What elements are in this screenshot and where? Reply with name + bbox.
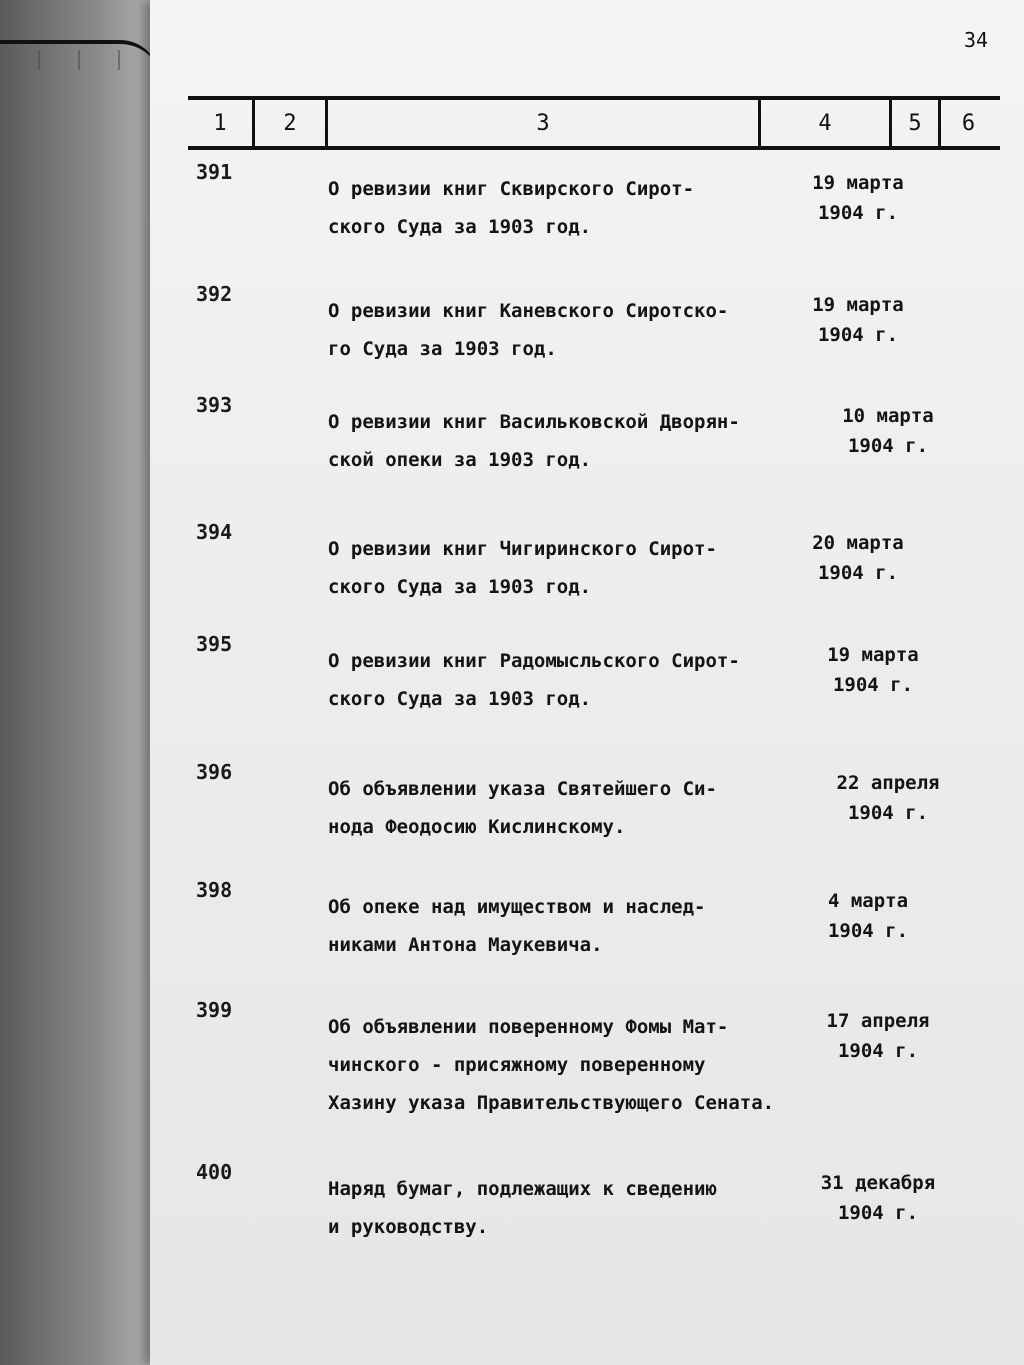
header-col-2: 2 (283, 110, 297, 136)
record-date: 10 марта 1904 г. (842, 405, 934, 457)
record-title: Об опеке над имуществом и наслед- никами Антона Маукевича. (328, 896, 706, 956)
record-title: Об объявлении поверенному Фомы Мат- чинского - присяжному поверенному Хазину указа Правительствующего Сената. (328, 1016, 775, 1114)
record-date: 4 марта 1904 г. (827, 890, 909, 942)
facing-page-table-edge (0, 40, 160, 84)
record-number: 393 (196, 393, 233, 417)
record-date: 31 декабря 1904 г. (820, 1172, 936, 1224)
table-row (188, 1160, 1000, 1260)
record-date: 19 марта 1904 г. (827, 644, 919, 696)
page-number: 34 (964, 28, 989, 52)
record-number: 399 (196, 998, 233, 1022)
record-title: О ревизии книг Васильковской Дворян- ской опеки за 1903 год. (328, 411, 740, 471)
facing-page-margin (0, 0, 160, 1365)
record-title: О ревизии книг Радомысльского Сирот- ского Суда за 1903 год. (328, 650, 740, 710)
record-date: 19 марта 1904 г. (812, 294, 904, 346)
header-col-6: 6 (961, 110, 976, 136)
record-number: 395 (196, 632, 233, 656)
record-date: 22 апреля 1904 г. (836, 772, 940, 824)
record-date: 19 марта 1904 г. (812, 172, 904, 224)
record-title: О ревизии книг Чигиринского Сирот- ского Суда за 1903 год. (328, 538, 717, 598)
table-row (188, 632, 1000, 732)
record-number: 394 (196, 520, 233, 544)
record-title: Об объявлении указа Святейшего Си- нода Феодосию Кислинскому. (328, 778, 717, 838)
table-row (188, 878, 1000, 978)
header-col-3: 3 (536, 110, 550, 136)
record-date: 20 марта 1904 г. (812, 532, 904, 584)
table-row (188, 760, 1000, 860)
record-title: Наряд бумаг, подлежащих к сведению и руководству. (328, 1178, 717, 1238)
header-col-4: 4 (818, 110, 832, 136)
table-row (188, 520, 1000, 620)
table-row (188, 393, 1000, 493)
record-date: 17 апреля 1904 г. (826, 1010, 930, 1062)
record-title: О ревизии книг Каневского Сиротско- го Суда за 1903 год. (328, 300, 729, 360)
table-row (188, 998, 1000, 1138)
record-number: 398 (196, 878, 233, 902)
record-number: 400 (196, 1160, 233, 1184)
table-row (188, 160, 1000, 260)
header-col-5: 5 (908, 110, 922, 136)
table-header (188, 96, 1000, 150)
header-col-1: 1 (213, 110, 227, 136)
record-title: О ревизии книг Сквирского Сирот- ского Суда за 1903 год. (328, 178, 695, 238)
record-number: 392 (196, 282, 233, 306)
record-number: 391 (196, 160, 233, 184)
table-row (188, 282, 1000, 382)
record-number: 396 (196, 760, 233, 784)
